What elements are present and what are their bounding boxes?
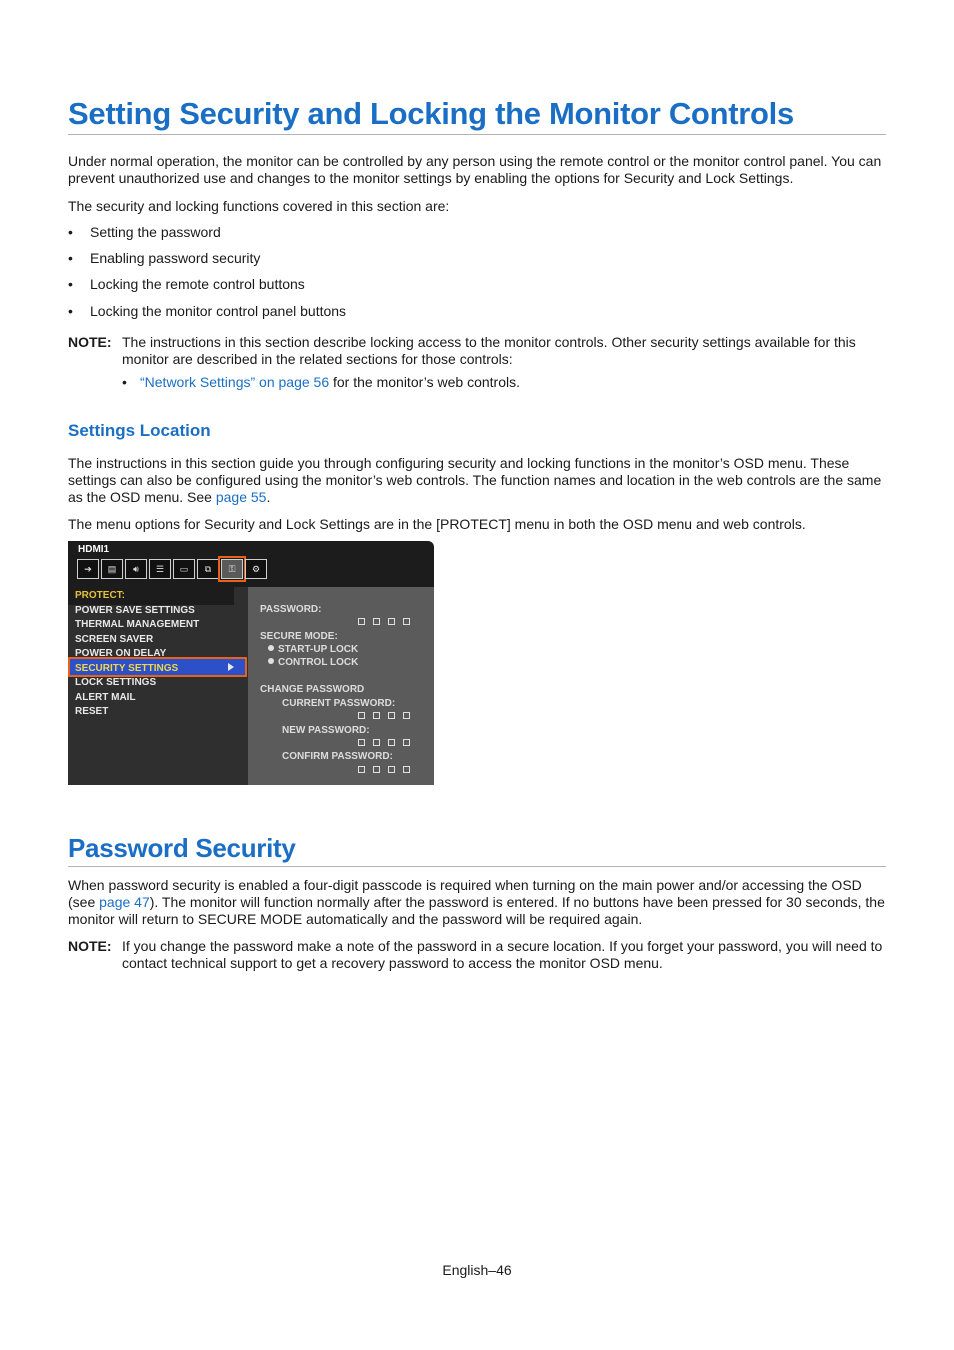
functions-lead: The security and locking functions covered in this section are:	[68, 198, 450, 214]
note-text: If you change the password make a note of the password in a secure location. If you forget your password, you will need to contact technical support to get a recovery password to access the monitor OSD menu.	[122, 938, 883, 971]
menu-item-security-settings[interactable]: SECURITY SETTINGS	[75, 663, 179, 674]
password-label: PASSWORD:	[260, 604, 322, 615]
protect-menu-paragraph: The menu options for Security and Lock Settings are in the [PROTECT] menu in both the OSD menu and web controls.	[68, 516, 806, 532]
startup-lock-option[interactable]: START-UP LOCK	[268, 644, 358, 655]
display-icon[interactable]: ▭	[173, 559, 195, 579]
audio-icon[interactable]: 🔊︎	[125, 559, 147, 579]
input-icon[interactable]: ➔	[77, 559, 99, 579]
list-item: • Enabling password security	[68, 250, 261, 266]
note-label: NOTE:	[68, 334, 112, 350]
list-item: • Locking the remote control buttons	[68, 276, 305, 292]
menu-item-thermal[interactable]: THERMAL MANAGEMENT	[75, 619, 200, 630]
title-rule	[68, 134, 886, 135]
page-number: English–46	[442, 1262, 512, 1278]
menu-title: PROTECT:	[75, 590, 125, 601]
control-lock-option[interactable]: CONTROL LOCK	[268, 657, 358, 668]
password-security-heading: Password Security	[68, 833, 296, 863]
page-55-link[interactable]: page 55	[215, 489, 267, 505]
menu-item-reset[interactable]: RESET	[75, 706, 109, 717]
note-text: The instructions in this section describe locking access to the monitor controls. Other security settings available for this monitor are described in the related sections for those controls:	[122, 334, 856, 367]
note-label: NOTE:	[68, 938, 112, 954]
osd-screenshot	[68, 541, 434, 785]
current-password-label: CURRENT PASSWORD:	[282, 698, 396, 709]
menu-item-alert-mail[interactable]: ALERT MAIL	[75, 692, 136, 703]
schedule-icon[interactable]: ☰	[149, 559, 171, 579]
menu-item-screen-saver[interactable]: SCREEN SAVER	[75, 634, 154, 645]
osd-icon-bar	[76, 558, 268, 583]
confirm-password-digits[interactable]	[358, 766, 410, 773]
menu-item-lock-settings[interactable]: LOCK SETTINGS	[75, 677, 157, 688]
settings-location-paragraph: The instructions in this section guide you through configuring security and locking functions in the monitor’s OSD menu. These settings can also be configured using the monitor’s web controls. The function names and location in the web controls are the same as the OSD menu. See page 55.	[68, 455, 882, 505]
new-password-label: NEW PASSWORD:	[282, 725, 370, 736]
page-47-link[interactable]: page 47	[99, 894, 150, 910]
multi-input-icon[interactable]: ⧉	[197, 559, 219, 579]
intro-paragraph: Under normal operation, the monitor can be controlled by any person using the remote control or the monitor control panel. You can prevent unauthorized use and changes to the monitor settings by enabling the options for Security and Lock Settings.	[68, 153, 882, 186]
list-item: • Setting the password	[68, 224, 221, 240]
system-icon[interactable]: ⚙	[245, 559, 267, 579]
radio-icon	[268, 645, 274, 651]
secure-mode-label: SECURE MODE:	[260, 631, 338, 642]
page-title: Setting Security and Locking the Monitor Controls	[68, 96, 794, 131]
password-security-paragraph: When password security is enabled a four-digit passcode is required when turning on the main power and/or accessing the OSD (see page 47). The monitor will function normally after the password is entered. If no buttons have been pressed for 30 seconds, the monitor will return to SECURE MODE automatically and the password will be required again.	[68, 877, 885, 927]
network-settings-link[interactable]: “Network Settings” on page 56	[140, 374, 330, 390]
note-bullet: • “Network Settings” on page 56 for the monitor’s web controls.	[122, 374, 521, 390]
menu-item-power-on-delay[interactable]: POWER ON DELAY	[75, 648, 167, 659]
input-source-label: HDMI1	[78, 544, 110, 555]
confirm-password-label: CONFIRM PASSWORD:	[282, 751, 393, 762]
menu-item-power-save[interactable]: POWER SAVE SETTINGS	[75, 605, 195, 616]
protect-icon[interactable]: ⚿	[221, 559, 243, 579]
radio-icon	[268, 658, 274, 664]
submenu-arrow-icon	[228, 663, 234, 671]
picture-icon[interactable]: ▤	[101, 559, 123, 579]
list-item: • Locking the monitor control panel buttons	[68, 303, 347, 319]
new-password-digits[interactable]	[358, 739, 410, 746]
section-rule	[68, 866, 886, 867]
settings-location-heading: Settings Location	[68, 421, 211, 440]
current-password-digits[interactable]	[358, 712, 410, 719]
password-digits[interactable]	[358, 618, 410, 625]
change-password-label: CHANGE PASSWORD	[260, 684, 365, 695]
